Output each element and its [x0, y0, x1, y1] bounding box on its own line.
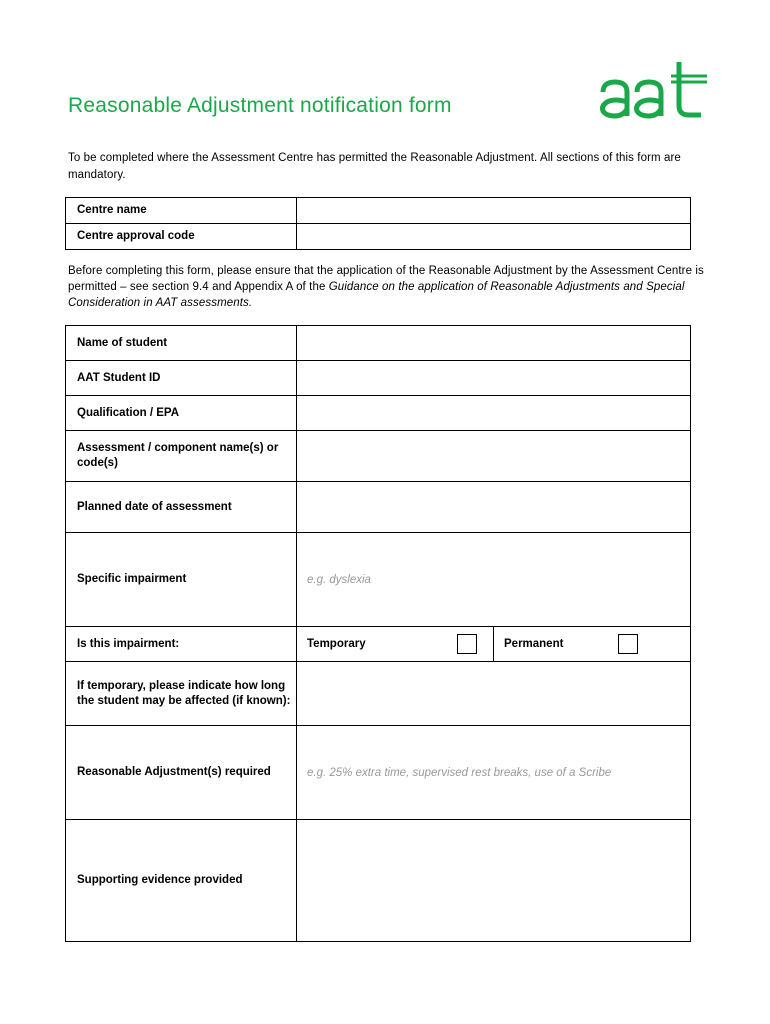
specific-impairment-placeholder: e.g. dyslexia [307, 573, 371, 586]
reasonable-adjustments-label: Reasonable Adjustment(s) required [66, 726, 297, 820]
table-row [66, 361, 691, 396]
assessment-name-label: Assessment / component name(s) or code(s) [66, 431, 297, 482]
centre-name-field[interactable] [297, 198, 691, 224]
student-id-field[interactable] [297, 361, 691, 396]
centre-details-table [65, 197, 691, 250]
table-row [66, 533, 691, 627]
student-name-label: Name of student [66, 326, 297, 361]
specific-impairment-label: Specific impairment [66, 533, 297, 627]
temporary-label: Temporary [307, 638, 366, 650]
aat-logo [597, 58, 709, 122]
temporary-option [297, 627, 493, 661]
temporary-checkbox[interactable] [457, 634, 477, 654]
planned-date-field[interactable] [297, 482, 691, 533]
supporting-evidence-label: Supporting evidence provided [66, 820, 297, 942]
temporary-duration-field[interactable] [297, 662, 691, 726]
student-id-label: AAT Student ID [66, 361, 297, 396]
table-row [66, 662, 691, 726]
specific-impairment-field[interactable] [297, 533, 691, 627]
table-row [66, 326, 691, 361]
planned-date-label: Planned date of assessment [66, 482, 297, 533]
reasonable-adjustments-placeholder: e.g. 25% extra time, supervised rest breaks, use of a Scribe [307, 766, 612, 779]
table-row [66, 726, 691, 820]
page-title: Reasonable Adjustment notification form [68, 94, 452, 117]
table-row [66, 431, 691, 482]
intro-text: To be completed where the Assessment Centre has permitted the Reasonable Adjustment. All sections of this form are mandatory. [68, 152, 681, 181]
permanent-checkbox[interactable] [618, 634, 638, 654]
reasonable-adjustments-field[interactable] [297, 726, 691, 820]
table-row [66, 224, 691, 250]
temporary-duration-label: If temporary, please indicate how long the student may be affected (if known): [66, 662, 297, 726]
table-row [66, 482, 691, 533]
table-row [66, 198, 691, 224]
centre-approval-code-label: Centre approval code [66, 224, 297, 250]
impairment-type-options [297, 627, 691, 662]
qualification-field[interactable] [297, 396, 691, 431]
table-row [66, 396, 691, 431]
assessment-name-field[interactable] [297, 431, 691, 482]
permanent-label: Permanent [504, 638, 564, 650]
impairment-type-label: Is this impairment: [66, 627, 297, 662]
centre-name-label: Centre name [66, 198, 297, 224]
table-row [66, 627, 691, 662]
student-name-field[interactable] [297, 326, 691, 361]
supporting-evidence-field[interactable] [297, 820, 691, 942]
centre-approval-code-field[interactable] [297, 224, 691, 250]
permanent-option [493, 627, 690, 661]
guidance-document-title: Guidance on the application of Reasonable Adjustments and Special Consideration in AAT assessments. [68, 281, 685, 309]
guidance-text-main: Before completing this form, please ensure that the application of the Reasonable Adjustment by the Assessment Centre is permitted – see section 9.4 and Appendix A of the [68, 265, 704, 293]
guidance-text [68, 263, 708, 311]
student-details-table [65, 325, 691, 942]
qualification-label: Qualification / EPA [66, 396, 297, 431]
table-row [66, 820, 691, 942]
